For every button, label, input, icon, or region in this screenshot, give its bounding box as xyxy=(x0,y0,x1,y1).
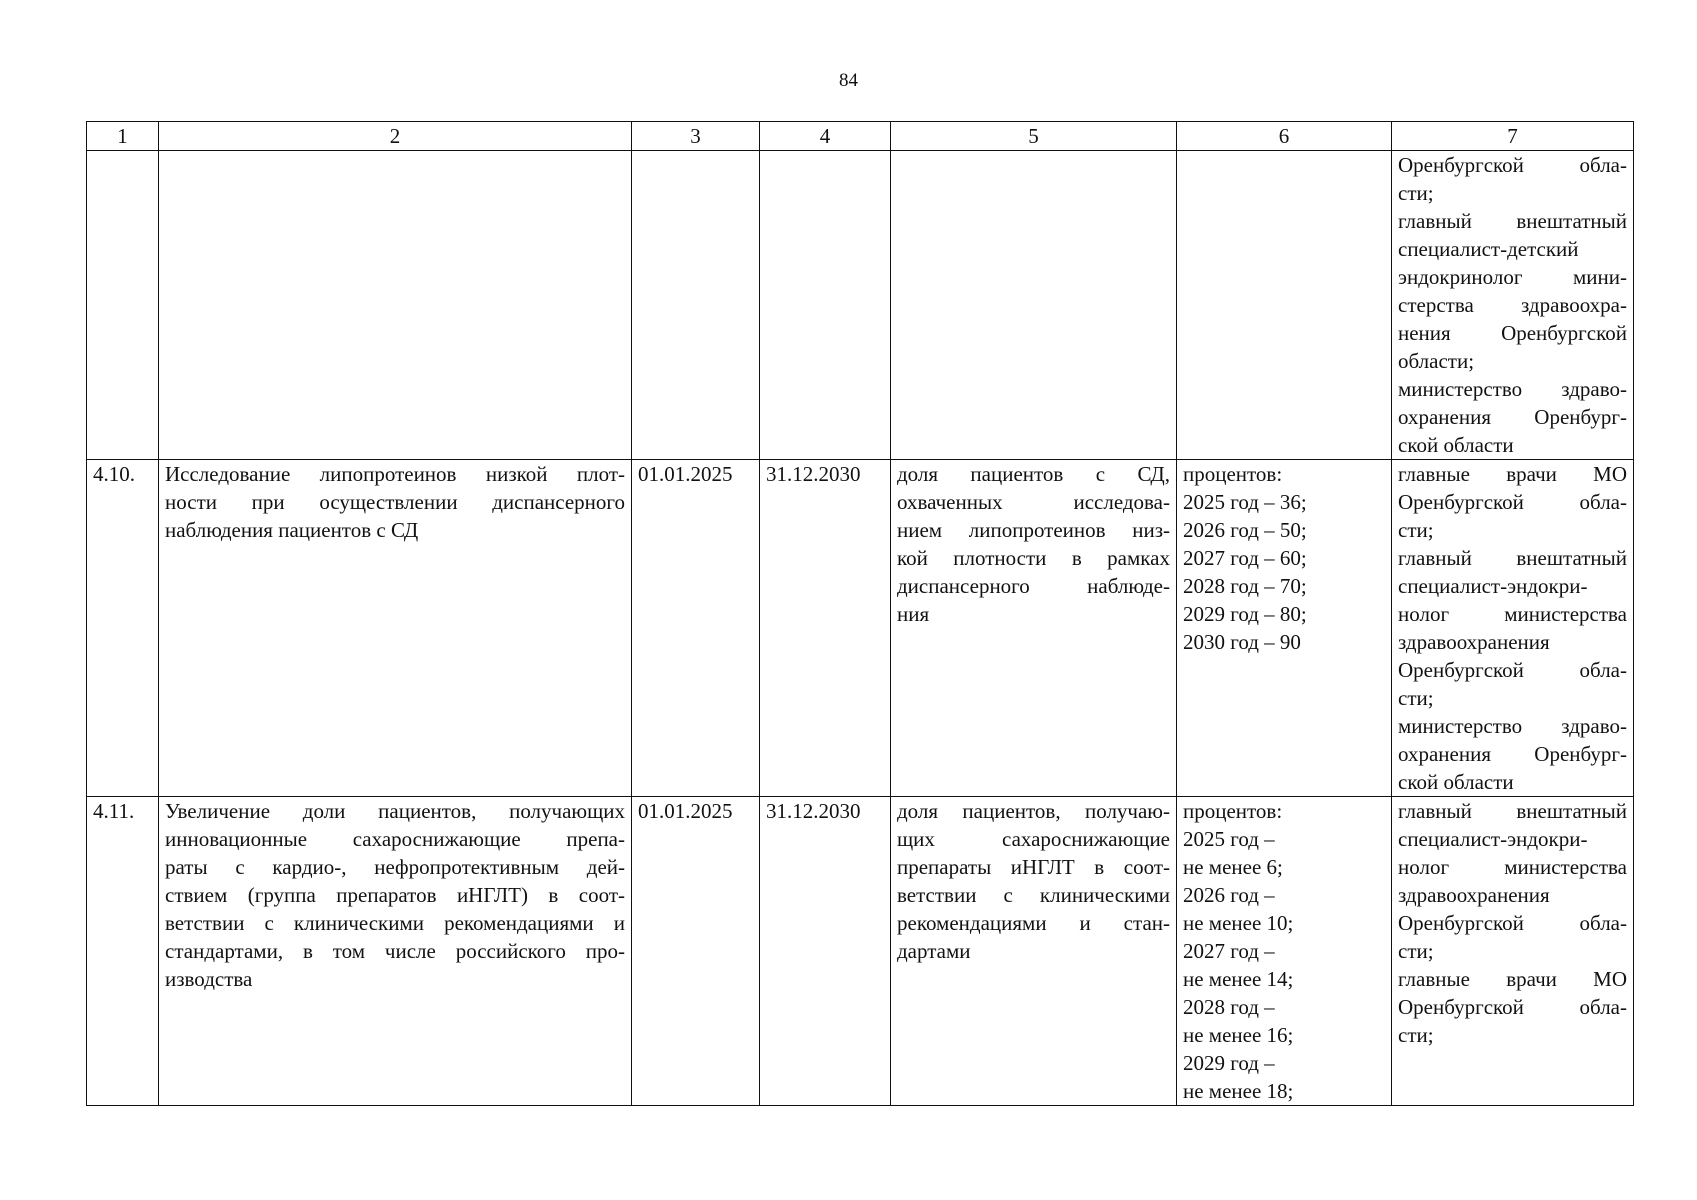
text-line: 2027 год – xyxy=(1183,939,1275,963)
text-line: главный внештатный xyxy=(1398,546,1627,570)
measures-table xyxy=(86,121,1634,1106)
text-line: главные врачи МО xyxy=(1398,462,1627,486)
header-cell: 5 xyxy=(891,122,1177,151)
text-line: не менее 6; xyxy=(1183,855,1283,879)
text-line: ской области xyxy=(1398,433,1514,457)
target-values-cell xyxy=(1177,151,1392,460)
text-line: нолог министерства xyxy=(1398,602,1627,626)
header-cell: 3 xyxy=(632,122,760,151)
table-row xyxy=(87,151,1634,460)
end-date-cell: 31.12.2030 xyxy=(760,460,891,797)
text-line: главные врачи МО xyxy=(1398,967,1627,991)
indicator-cell xyxy=(891,797,1177,1106)
header-cell: 7 xyxy=(1392,122,1634,151)
start-date-cell: 01.01.2025 xyxy=(632,797,760,1106)
end-date-cell: 31.12.2030 xyxy=(760,797,891,1106)
text-line: доля пациентов с СД, xyxy=(897,462,1170,486)
target-values-cell xyxy=(1177,797,1392,1106)
text-line: кой плотности в рамках xyxy=(897,546,1170,570)
text-line: 2026 год – 50; xyxy=(1183,518,1307,542)
text-line: нием липопротеинов низ- xyxy=(897,518,1170,542)
text-line: дартами xyxy=(897,939,971,963)
header-cell: 4 xyxy=(760,122,891,151)
text-line: сти; xyxy=(1398,939,1434,963)
text-line: 2028 год – xyxy=(1183,995,1275,1019)
text-line: здравоохранения xyxy=(1398,630,1550,654)
text-line: 2029 год – xyxy=(1183,1051,1275,1075)
text-line: Оренбургской обла- xyxy=(1398,153,1627,177)
text-line: щих сахароснижающие xyxy=(897,827,1170,851)
text-line: рекомендациями и стан- xyxy=(897,911,1170,935)
text-line: диспансерного наблюде- xyxy=(897,574,1170,598)
text-line: Оренбургской обла- xyxy=(1398,658,1627,682)
text-line: наблюдения пациентов с СД xyxy=(165,518,419,542)
text-line: Увеличение доли пациентов, получающих xyxy=(165,799,625,823)
header-cell: 2 xyxy=(159,122,632,151)
measure-name-cell xyxy=(159,797,632,1106)
text-line: охваченных исследова- xyxy=(897,490,1170,514)
text-line: не менее 10; xyxy=(1183,911,1294,935)
text-line: 2029 год – 80; xyxy=(1183,602,1307,626)
text-line: не менее 18; xyxy=(1183,1079,1294,1103)
text-line: эндокринолог мини- xyxy=(1398,265,1627,289)
text-line: нения Оренбургской xyxy=(1398,321,1627,345)
row-number-cell: 4.10. xyxy=(87,460,159,797)
text-line: ской области xyxy=(1398,770,1514,794)
text-line: министерство здраво- xyxy=(1398,714,1627,738)
start-date-cell: 01.01.2025 xyxy=(632,460,760,797)
text-line: не менее 14; xyxy=(1183,967,1294,991)
text-line: стандартами, в том числе российского про- xyxy=(165,939,625,963)
text-line: специалист-детский xyxy=(1398,237,1579,261)
text-line: специалист-эндокри- xyxy=(1398,574,1588,598)
row-number-cell xyxy=(87,151,159,460)
text-line: министерство здраво- xyxy=(1398,377,1627,401)
indicator-cell xyxy=(891,460,1177,797)
text-line: 2027 год – 60; xyxy=(1183,546,1307,570)
start-date-cell xyxy=(632,151,760,460)
text-line: 2030 год – 90 xyxy=(1183,630,1301,654)
text-line: сти; xyxy=(1398,1023,1434,1047)
text-line: охранения Оренбург- xyxy=(1398,405,1627,429)
text-line: процентов: xyxy=(1183,799,1283,823)
text-line: ветствии с клиническими xyxy=(897,883,1170,907)
header-cell: 6 xyxy=(1177,122,1392,151)
text-line: охранения Оренбург- xyxy=(1398,742,1627,766)
text-line: ния xyxy=(897,602,930,626)
text-line: сти; xyxy=(1398,181,1434,205)
text-line: раты с кардио-, нефропротективным дей- xyxy=(165,855,625,879)
text-line: нолог министерства xyxy=(1398,855,1627,879)
text-line: 2026 год – xyxy=(1183,883,1275,907)
text-line: области; xyxy=(1398,349,1475,373)
indicator-cell xyxy=(891,151,1177,460)
text-line: главный внештатный xyxy=(1398,209,1627,233)
text-line: не менее 16; xyxy=(1183,1023,1294,1047)
text-line: Оренбургской обла- xyxy=(1398,995,1627,1019)
responsible-cell xyxy=(1392,797,1634,1106)
text-line: Оренбургской обла- xyxy=(1398,490,1627,514)
text-line: Оренбургской обла- xyxy=(1398,911,1627,935)
text-line: ствием (группа препаратов иНГЛТ) в соот- xyxy=(165,883,625,907)
header-row xyxy=(87,122,1634,151)
text-line: ности при осуществлении диспансерного xyxy=(165,490,625,514)
text-line: главный внештатный xyxy=(1398,799,1627,823)
text-line: сти; xyxy=(1398,686,1434,710)
page-number: 84 xyxy=(839,70,858,91)
table-row xyxy=(87,460,1634,797)
text-line: Исследование липопротеинов низкой плот- xyxy=(165,462,625,486)
end-date-cell xyxy=(760,151,891,460)
text-line: 2025 год – 36; xyxy=(1183,490,1307,514)
measure-name-cell xyxy=(159,460,632,797)
text-line: 2025 год – xyxy=(1183,827,1275,851)
text-line: сти; xyxy=(1398,518,1434,542)
row-number-cell: 4.11. xyxy=(87,797,159,1106)
responsible-cell xyxy=(1392,460,1634,797)
text-line: стерства здравоохра- xyxy=(1398,293,1627,317)
text-line: ветствии с клиническими рекомендациями и xyxy=(165,911,625,935)
text-line: специалист-эндокри- xyxy=(1398,827,1588,851)
text-line: доля пациентов, получаю- xyxy=(897,799,1170,823)
table-row xyxy=(87,797,1634,1106)
text-line: процентов: xyxy=(1183,462,1283,486)
measure-name-cell xyxy=(159,151,632,460)
text-line: изводства xyxy=(165,967,253,991)
text-line: препараты иНГЛТ в соот- xyxy=(897,855,1170,879)
target-values-cell xyxy=(1177,460,1392,797)
responsible-cell xyxy=(1392,151,1634,460)
text-line: здравоохранения xyxy=(1398,883,1550,907)
text-line: инновационные сахароснижающие препа- xyxy=(165,827,625,851)
text-line: 2028 год – 70; xyxy=(1183,574,1307,598)
header-cell: 1 xyxy=(87,122,159,151)
